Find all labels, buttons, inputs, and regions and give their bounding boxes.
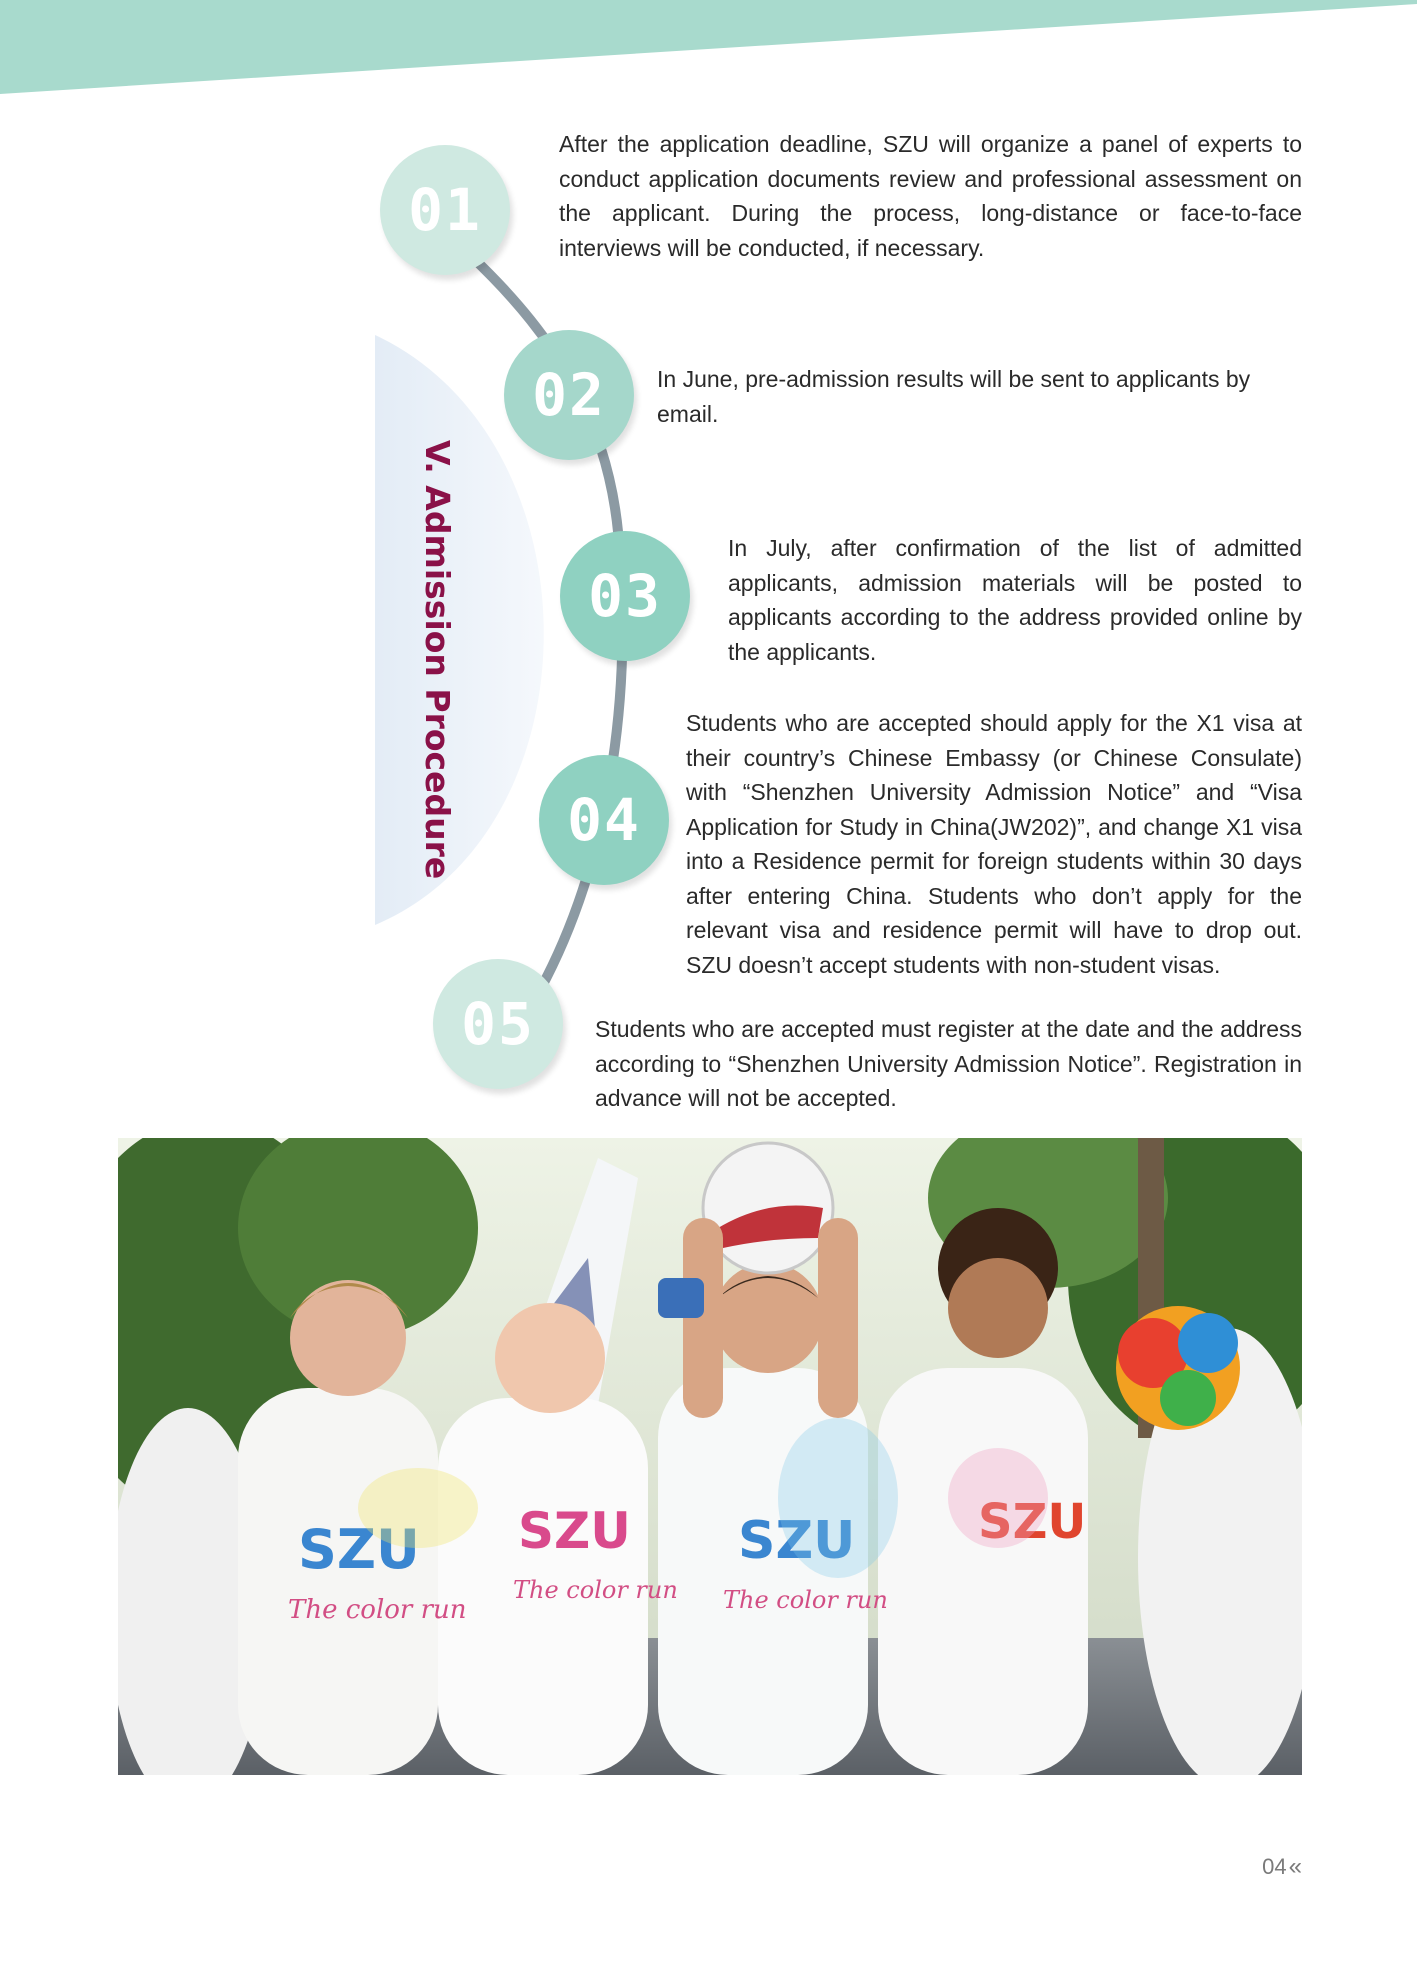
step-number-3: 03 xyxy=(560,531,690,661)
shirt-logo-2: SZU xyxy=(518,1502,631,1560)
shirt-script-2: The color run xyxy=(513,1576,678,1604)
double-chevron-left-icon: « xyxy=(1288,1853,1302,1880)
shirt-script-3: The color run xyxy=(723,1586,888,1614)
step-text-3: In July, after confirmation of the list of admitted applicants, admission materials will be posted to applicants according to the address provided online by the applicants. xyxy=(728,535,1302,665)
students-photo xyxy=(118,1138,1302,1775)
shirt-script-1: The color run xyxy=(288,1595,467,1625)
step-number-5: 05 xyxy=(433,959,563,1089)
step-number-2: 02 xyxy=(504,330,634,460)
step-number-4: 04 xyxy=(539,755,669,885)
shirt-logo-4: SZU xyxy=(978,1494,1087,1550)
section-title: V. Admission Procedure xyxy=(418,440,457,880)
step-text-2: In June, pre-admission results will be sent to applicants by email. xyxy=(657,366,1251,427)
shirt-logo-1: SZU xyxy=(298,1518,420,1581)
step-text-1: After the application deadline, SZU will organize a panel of experts to conduct application documents review and professional assessment on the applicant. During the process, long-distance or face-to-face interviews will be conducted, if necessary. xyxy=(559,131,1302,261)
page-number xyxy=(1240,1852,1302,1882)
shirt-logo-3: SZU xyxy=(738,1511,856,1571)
page-number-text: 04 xyxy=(1262,1854,1287,1879)
step-text-5: Students who are accepted must register at the date and the address according to “Shenzhen University Admission Notice”. Registration in advance will not be accepted. xyxy=(595,1016,1302,1111)
step-number-1: 01 xyxy=(380,145,510,275)
step-text-4: Students who are accepted should apply for the X1 visa at their country’s Chinese Embassy (or Chinese Consulate) with “Shenzhen University Admission Notice” and “Visa Application for Study in China(JW202)”, and change X1 visa into a Residence permit for foreign students within 30 days after entering China. Students who don’t apply for the relevant visa and residence permit will have to drop out. SZU doesn’t accept students with non-student visas. xyxy=(686,710,1302,978)
